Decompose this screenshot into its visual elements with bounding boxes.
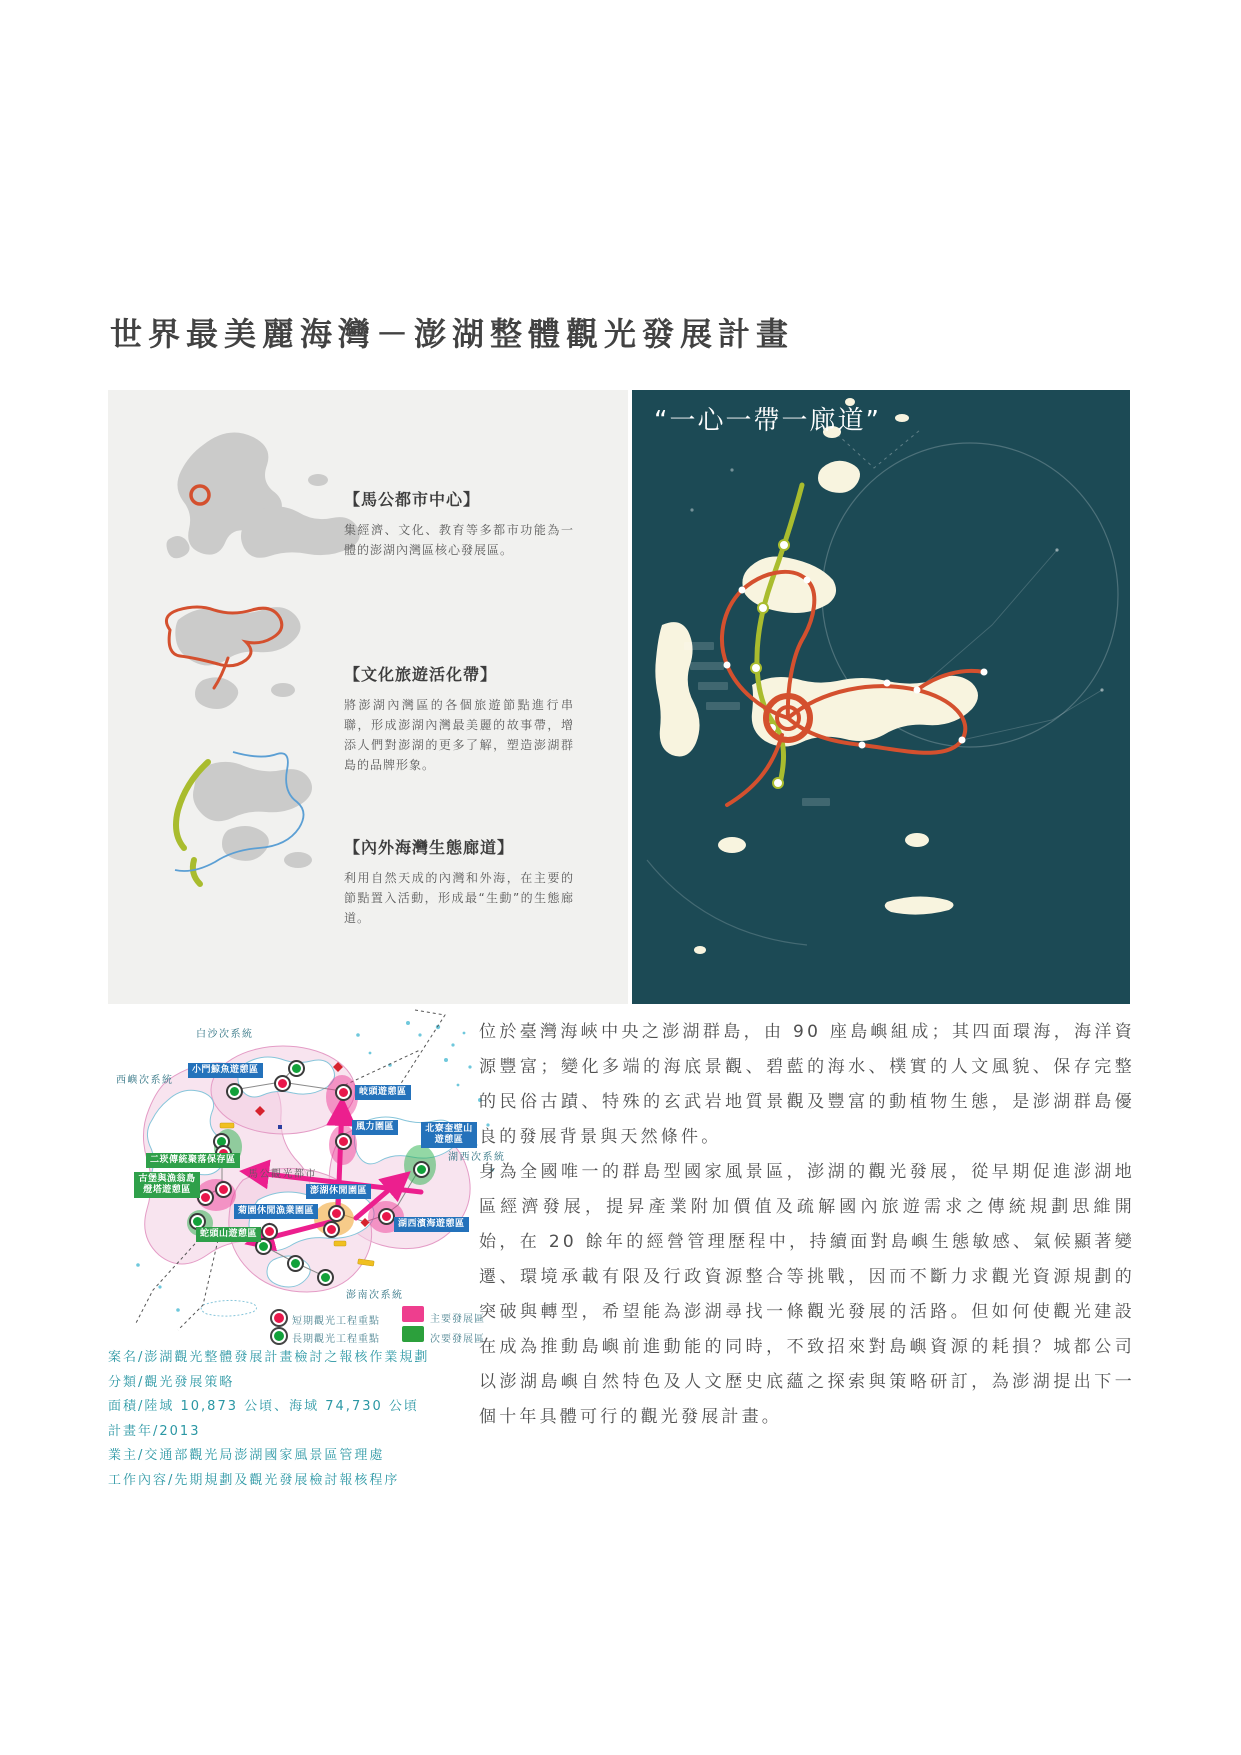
legend-short-term-label: 短期觀光工程重點 xyxy=(292,1316,380,1327)
article-paragraph-1: 位於臺灣海峽中央之澎湖群島，由 90 座島嶼組成；其四面環海，海洋資源豐富；變化多端的海底景觀、碧藍的海水、樸實的人文風貌、保存完整的民俗古蹟、特殊的玄武岩地質景觀及豐富的動植物生態，是澎湖群島優良的發展背景與天然條件。 xyxy=(479,1022,1135,1147)
annotation-eco-corridor xyxy=(344,835,574,928)
annotation-body: 集經濟、文化、教育等多都市功能為一體的澎湖內灣區核心發展區。 xyxy=(344,523,574,557)
minimap-magong-center xyxy=(167,433,360,559)
legend-short-term-icon xyxy=(272,1311,286,1325)
long-term-node-icon xyxy=(228,1085,241,1098)
article-paragraph-2: 身為全國唯一的群島型國家風景區，澎湖的觀光發展，從早期促進澎湖地區經濟發展，提昇產業附加價值及疏解國內旅遊需求之傳統規劃思維開始，在 20 餘年的經營管理歷程中，持續面對島嶼生態敏感、氣候顯著變遷、環境承載有限及行政資源整合等挑戰，因而不斷力求觀光資源規劃的突破與轉型，希望能為澎湖尋找一條觀光發展的活路。但如何使觀光建設在成為推動島嶼前進動能的同時，不致招來對島嶼資源的耗損？城都公司以澎湖島嶼自然特色及人文歷史底蘊之探索與策略研訂，為澎湖提出下一個十年具體可行的觀光發展計畫。 xyxy=(479,1162,1135,1427)
legend-primary-icon xyxy=(402,1306,424,1322)
legend-secondary-icon xyxy=(402,1326,424,1342)
legend-secondary-label: 次要發展區 xyxy=(430,1334,485,1345)
site-tag-huxi-coast: 湖西濱海遊憩區 xyxy=(394,1217,469,1232)
system-label-xiyu: 西嶼次系統 xyxy=(116,1075,174,1086)
long-term-node-icon xyxy=(319,1271,332,1284)
minimap-eco-corridor xyxy=(175,752,312,884)
site-map xyxy=(108,1005,508,1350)
strategy-caption: “一心一帶一廊道” xyxy=(654,406,881,436)
site-tag-penghu-leisure: 澎湖休閒園區 xyxy=(306,1184,371,1199)
city-label-magong: 馬公觀光都市 xyxy=(248,1169,317,1180)
article-body xyxy=(479,1015,1135,1435)
site-tag-windfarm: 風力園區 xyxy=(352,1120,398,1135)
site-tag-fishery-park: 菊園休閒漁業園區 xyxy=(234,1204,318,1219)
short-term-node-icon xyxy=(380,1210,393,1223)
info-project-name: 案名/澎湖觀光整體發展計畫檢討之報核作業規劃 xyxy=(108,1350,430,1365)
short-term-node-icon xyxy=(276,1077,289,1090)
strategy-panel xyxy=(632,390,1130,1004)
annotation-magong-center xyxy=(344,487,574,560)
site-tag-qitou: 岐頭遊憩區 xyxy=(355,1085,411,1100)
site-tag-lighthouse: 古堡與漁翁島燈塔遊憩區 xyxy=(134,1172,200,1198)
annotation-culture-band xyxy=(344,662,574,775)
short-term-node-icon xyxy=(330,1207,343,1220)
system-label-baisha: 白沙次系統 xyxy=(196,1029,254,1040)
project-info xyxy=(108,1346,429,1493)
legend-long-term-label: 長期觀光工程重點 xyxy=(292,1334,380,1345)
short-term-node-icon xyxy=(325,1223,338,1236)
long-term-node-icon xyxy=(289,1257,302,1270)
annotation-heading: 【內外海灣生態廊道】 xyxy=(344,838,515,857)
info-client: 業主/交通部觀光局澎湖國家風景區管理處 xyxy=(108,1448,385,1463)
long-term-node-icon xyxy=(290,1062,303,1075)
short-term-node-icon xyxy=(263,1225,276,1238)
short-term-node-icon xyxy=(217,1183,230,1196)
info-category: 分類/觀光發展策略 xyxy=(108,1374,235,1390)
short-term-node-icon xyxy=(199,1191,212,1204)
legend-primary-label: 主要發展區 xyxy=(430,1314,485,1325)
annotation-body: 利用自然天成的內灣和外海，在主要的節點置入活動，形成最“生動”的生態廊道。 xyxy=(344,871,574,925)
info-plan-year: 計畫年/2013 xyxy=(108,1423,201,1439)
short-term-node-icon xyxy=(337,1086,350,1099)
annotation-heading: 【文化旅遊活化帶】 xyxy=(344,665,498,684)
page-title: 世界最美麗海灣－澎湖整體觀光發展計畫 xyxy=(110,315,795,354)
concept-panel xyxy=(108,390,628,1004)
site-tag-beiliao: 北寮奎壁山遊憩區 xyxy=(421,1122,477,1148)
system-label-huxi: 湖西次系統 xyxy=(448,1152,506,1163)
long-term-node-icon xyxy=(415,1163,428,1176)
info-area: 面積/陸域 10,873 公頃、海域 74,730 公頃 xyxy=(108,1399,419,1414)
short-term-node-icon xyxy=(337,1135,350,1148)
legend-long-term-icon xyxy=(272,1329,286,1343)
site-tag-xiaomen: 小門鯨魚遊憩區 xyxy=(188,1063,263,1078)
island-shapes xyxy=(655,398,978,954)
minimap-culture-band xyxy=(166,607,300,709)
annotation-body: 將澎湖內灣區的各個旅遊節點進行串聯，形成澎湖內灣最美麗的故事帶，增添人們對澎湖的更多了解，塑造澎湖群島的品牌形象。 xyxy=(344,698,574,772)
system-label-pengnan: 澎南次系統 xyxy=(346,1290,404,1301)
long-term-node-icon xyxy=(215,1135,228,1148)
strategy-map-graphic xyxy=(632,390,1130,1004)
annotation-heading: 【馬公都市中心】 xyxy=(344,490,481,509)
site-tag-snakehead: 蛇頭山遊憩區 xyxy=(196,1227,261,1242)
site-tag-erkan: 二崁傳統聚落保存區 xyxy=(146,1153,240,1168)
info-scope: 工作內容/先期規劃及觀光發展檢討報核程序 xyxy=(108,1472,400,1488)
